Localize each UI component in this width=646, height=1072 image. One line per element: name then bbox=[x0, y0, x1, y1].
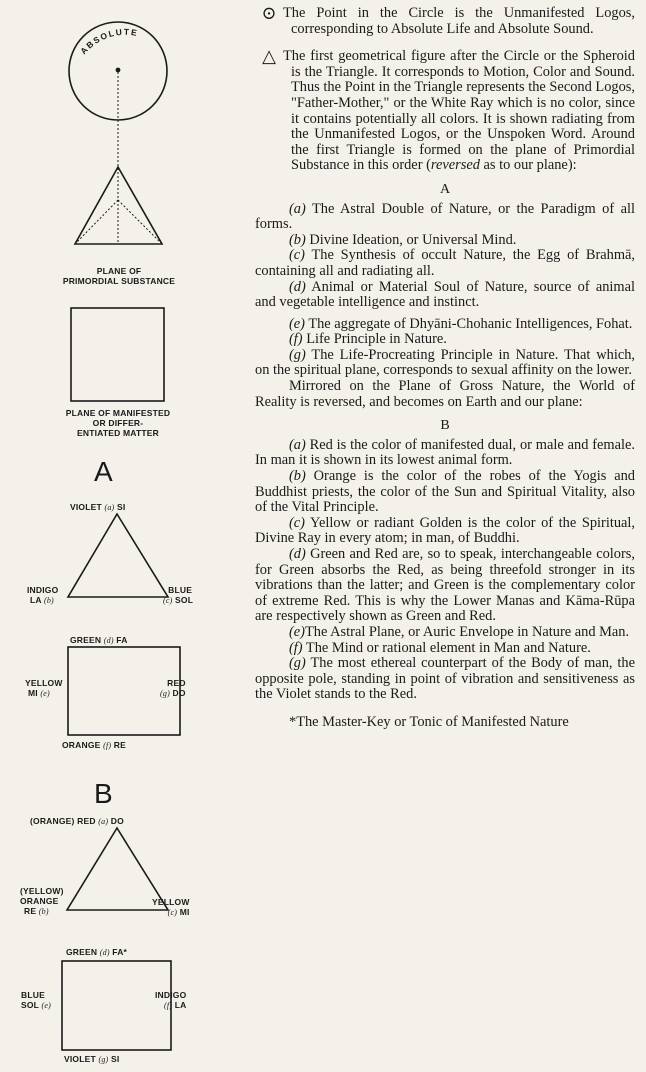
a-sq-bottom-note: RE bbox=[113, 740, 127, 750]
b-item-e bbox=[255, 625, 635, 641]
triangle-icon: △ bbox=[262, 46, 276, 67]
b-item-letter: (g) bbox=[289, 655, 306, 672]
p2-text-b: as to our plane): bbox=[479, 157, 577, 174]
a-item-text: The aggregate of Dhyāni-Chohanic Intelligences, Fohat. bbox=[304, 315, 633, 332]
b-sq-top-color: GREEN bbox=[66, 947, 98, 957]
a-tri-left-letter: (b) bbox=[43, 596, 54, 605]
a-sq-left-note: MI bbox=[28, 688, 38, 698]
b-item-b bbox=[255, 469, 635, 516]
b-item-letter: (f) bbox=[289, 639, 303, 656]
a-tri-top-letter: (a) bbox=[104, 503, 115, 512]
plane-manifested-line1: PLANE OF MANIFESTED bbox=[65, 408, 171, 418]
a-item-letter: (d) bbox=[289, 278, 306, 295]
a-sq-right-label bbox=[160, 678, 186, 699]
p1-text: The Point in the Circle is the Unmanifested Logos, corresponding to Absolute Life and Absolute Sound. bbox=[283, 5, 635, 37]
a-item-g bbox=[255, 348, 635, 379]
b-sq-left-color: BLUE bbox=[21, 990, 45, 1000]
a-tri-right-label bbox=[163, 585, 193, 606]
b-item-d bbox=[255, 547, 635, 625]
a-sq-left-color: YELLOW bbox=[25, 678, 63, 688]
a-item-letter: (g) bbox=[289, 346, 306, 363]
manifested-square bbox=[71, 308, 164, 401]
b-item-text: Green and Red are, so to speak, interchangeable colors, for Green absorbs the Red, as being threefold stronger in its vibrations than the latter; and Green is the complementary color of extreme Red. This is why the Lower Manas and Kāma-Rūpa are respectively shown as Green and Red. bbox=[255, 546, 635, 625]
b-tri-top-color: (ORANGE) RED bbox=[30, 816, 96, 826]
paragraph-point-in-circle bbox=[255, 3, 635, 37]
b-item-text: The most ethereal counterpart of the Body of man, the opposite pole, standing in point of vibration and sensitiveness as the Violet stands to the Red. bbox=[255, 655, 635, 703]
a-item-e bbox=[255, 317, 635, 333]
b-tri-right-letter: (c) bbox=[167, 908, 178, 917]
b-item-c bbox=[255, 516, 635, 547]
plane-primordial-label bbox=[56, 266, 182, 286]
a-tri-right-note: SOL bbox=[175, 595, 194, 605]
b-tri-left-note: RE bbox=[24, 906, 37, 916]
b-item-text: Orange is the color of the robes of the Yogis and Buddhist priests, the color of the Sun and Spiritual Vitality, also of the Vital Principle. bbox=[255, 468, 635, 516]
a-item-text: Life Principle in Nature. bbox=[302, 331, 447, 348]
b-item-text: Yellow or radiant Golden is the color of the Spiritual, Divine Ray in every atom; in man, of Buddhi. bbox=[255, 514, 635, 547]
b-tri-top-letter: (a) bbox=[98, 817, 109, 826]
b-tri-right-note: MI bbox=[179, 907, 190, 917]
a-sq-left-letter: (e) bbox=[40, 689, 50, 698]
a-item-text: Animal or Material Soul of Nature, source of animal and vegetable intelligence and instinct. bbox=[255, 278, 635, 311]
a-item-text: The Astral Double of Nature, or the Paradigm of all forms. bbox=[255, 200, 635, 233]
a-item-letter: (a) bbox=[289, 200, 306, 217]
b-tri-right-color: YELLOW bbox=[152, 897, 190, 907]
b-sq-bottom-letter: (g) bbox=[98, 1055, 109, 1064]
b-item-text: The Astral Plane, or Auric Envelope in Nature and Man. bbox=[304, 623, 630, 640]
b-sq-right-color: INDIGO bbox=[155, 990, 187, 1000]
b-item-letter: (d) bbox=[289, 546, 306, 562]
text-column bbox=[255, 3, 635, 731]
a-item-letter: (b) bbox=[289, 231, 306, 248]
b-sq-top-letter: (d) bbox=[99, 948, 110, 957]
a-sq-top-label bbox=[70, 635, 128, 646]
plane-primordial-line1: PLANE OF bbox=[96, 266, 142, 276]
b-tri-left-letter: (b) bbox=[38, 907, 49, 916]
b-item-text: The Mind or rational element in Man and Nature. bbox=[302, 639, 591, 656]
b-tri-left-color: ORANGE bbox=[20, 896, 59, 906]
a-sq-bottom-letter: (f) bbox=[103, 741, 112, 750]
a-tri-left-color: INDIGO bbox=[27, 585, 59, 595]
a-tri-top-color: VIOLET bbox=[70, 502, 102, 512]
b-sq-top-note: FA* bbox=[112, 947, 128, 957]
b-sq-right-note: LA bbox=[174, 1000, 187, 1010]
absolute-arc-label bbox=[78, 27, 139, 56]
b-sq-left-label bbox=[21, 990, 51, 1011]
section-a-heading: A bbox=[439, 181, 451, 197]
a-tri-left-label bbox=[27, 585, 58, 606]
footnote: *The Master-Key or Tonic of Manifested Nature bbox=[289, 713, 569, 730]
b-tri-top-note: DO bbox=[110, 816, 124, 826]
b-item-text: Red is the color of manifested dual, or male and female. In man it is shown in its lowest animal form. bbox=[255, 436, 635, 469]
figure-letter-b: B bbox=[94, 778, 113, 809]
a-sq-bottom-color: ORANGE bbox=[62, 740, 101, 750]
a-item-c bbox=[255, 248, 635, 279]
b-item-g bbox=[255, 656, 635, 703]
a-sq-top-letter: (d) bbox=[103, 636, 114, 645]
a-sq-right-color: RED bbox=[167, 678, 186, 688]
figure-letter-a: A bbox=[94, 456, 113, 487]
b-item-letter: (b) bbox=[289, 468, 306, 485]
a-sq-bottom-label bbox=[62, 740, 126, 751]
b-tri-top-label bbox=[30, 816, 124, 827]
absolute-label: ABSOLUTE bbox=[78, 26, 140, 57]
a-item-text: The Life-Procreating Principle in Nature. That which, on the spiritual plane, corresponds to sexual affinity on the lower. bbox=[255, 346, 635, 379]
a-tri-top-note: SI bbox=[116, 502, 126, 512]
a-item-d bbox=[255, 280, 635, 311]
b-tri-left-label bbox=[20, 886, 64, 917]
b-sq-bottom-color: VIOLET bbox=[64, 1054, 96, 1064]
b-sq-bottom-label bbox=[64, 1054, 119, 1065]
b-item-letter: (a) bbox=[289, 436, 306, 453]
a-tri-right-letter: (c) bbox=[163, 596, 173, 605]
a-item-b bbox=[255, 233, 635, 249]
absolute-point bbox=[116, 68, 121, 73]
a-item-letter: (c) bbox=[289, 247, 305, 264]
a-tri-right-color: BLUE bbox=[168, 585, 193, 595]
section-b-heading: B bbox=[440, 418, 450, 434]
a-item-text: Divine Ideation, or Universal Mind. bbox=[305, 231, 517, 248]
paragraph-mirrored: Mirrored on the Plane of Gross Nature, the World of Reality is reversed, and becomes on Earth and our plane: bbox=[255, 378, 635, 410]
a-item-f bbox=[255, 332, 635, 348]
diagram-column bbox=[0, 0, 240, 1072]
a-sq-left-label bbox=[25, 678, 63, 699]
b-sq-right-letter: (f) bbox=[163, 1001, 173, 1010]
a-triangle bbox=[68, 514, 168, 597]
b-sq-top-label bbox=[66, 947, 127, 958]
a-sq-right-letter: (g) bbox=[160, 689, 170, 698]
plane-primordial-line2: PRIMORDIAL SUBSTANCE bbox=[62, 276, 176, 286]
a-item-letter: (f) bbox=[289, 331, 303, 348]
b-sq-bottom-note: SI bbox=[110, 1054, 120, 1064]
plane-manifested-line2: OR DIFFER- bbox=[92, 418, 144, 428]
a-item-letter: (e) bbox=[289, 315, 305, 332]
b-tri-left-paren: (YELLOW) bbox=[20, 886, 64, 896]
b-sq-left-letter: (e) bbox=[41, 1001, 51, 1010]
a-sq-top-color: GREEN bbox=[70, 635, 102, 645]
p2-text-a: The first geometrical figure after the Circle or the Spheroid is the Triangle. It corresponds to Motion, Color and Sound. Thus the Point in the Triangle represents the Second Logos, "Father-Mother," or the White Ray which is no color, since it contains potentially all colors. It is shown radiating from the Unmanifested Logos, or the Unspoken Word. Around the first Triangle is formed on the plane of Primordial Substance in this order ( bbox=[283, 48, 635, 174]
p2-emphasis: reversed bbox=[430, 157, 480, 174]
a-item-text: The Synthesis of occult Nature, the Egg of Brahmā, containing all and radiating all. bbox=[255, 247, 635, 279]
b-item-letter: (c) bbox=[289, 514, 305, 531]
a-item-a bbox=[255, 202, 635, 233]
b-item-letter: (e) bbox=[289, 623, 305, 640]
a-sq-top-note: FA bbox=[116, 635, 128, 645]
b-tri-right-label bbox=[152, 897, 190, 918]
a-tri-top-label bbox=[70, 502, 125, 513]
a-tri-left-note: LA bbox=[30, 595, 42, 605]
b-item-a bbox=[255, 438, 635, 469]
plane-manifested-line3: ENTIATED MATTER bbox=[76, 428, 159, 438]
point-in-circle-icon: ⊙ bbox=[261, 3, 277, 23]
b-sq-left-note: SOL bbox=[21, 1000, 39, 1010]
a-sq-right-note: DO bbox=[172, 688, 186, 698]
b-item-f bbox=[255, 641, 635, 657]
paragraph-triangle bbox=[255, 46, 635, 174]
b-sq-right-label bbox=[155, 990, 186, 1011]
plane-manifested-label bbox=[47, 408, 189, 438]
